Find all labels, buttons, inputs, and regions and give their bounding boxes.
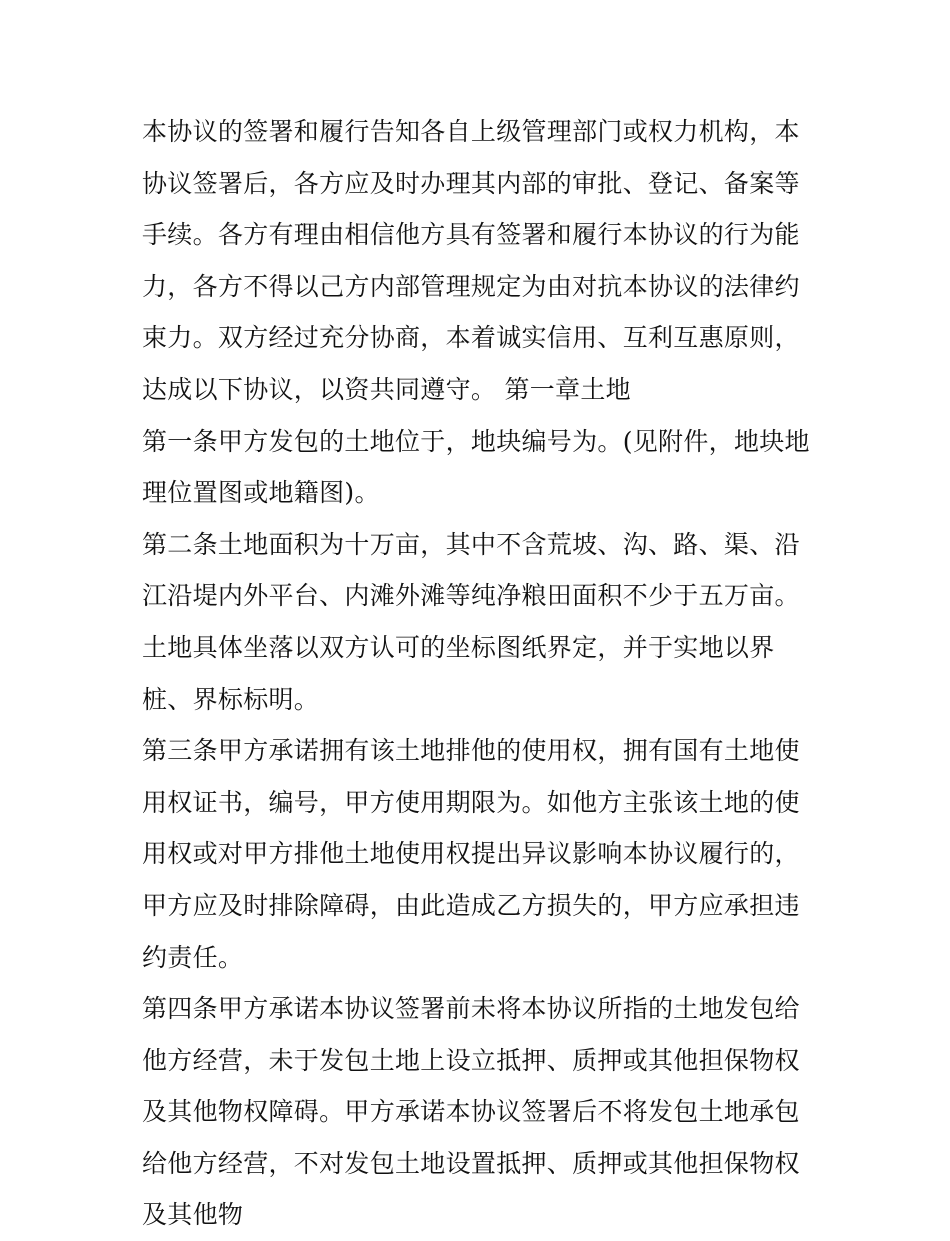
paragraph-article-4: 第四条甲方承诺本协议签署前未将本协议所指的土地发包给他方经营，未于发包土地上设立抵押、质押或其他担保物权及其他物权障碍。甲方承诺本协议签署后不将发包土地承包给他方经营，不对发包土地设置抵押、质押或其他担保物权及其他物 (142, 994, 800, 1230)
paragraph-article-3: 第三条甲方承诺拥有该土地排他的使用权，拥有国有土地使用权证书，编号，甲方使用期限为。如他方主张该土地的使用权或对甲方排他土地使用权提出异议影响本协议履行的，甲方应及时排除障碍，由此造成乙方损失的，甲方应承担违约责任。 (142, 736, 800, 972)
document-body (142, 106, 814, 1241)
paragraph-article-2: 第二条土地面积为十万亩，其中不含荒坡、沟、路、渠、沿江沿堤内外平台、内滩外滩等纯净粮田面积不少于五万亩。土地具体坐落以双方认可的坐标图纸界定，并于实地以界桩、界标标明。 (142, 529, 800, 714)
paragraph-preamble: 本协议的签署和履行告知各自上级管理部门或权力机构，本协议签署后，各方应及时办理其内部的审批、登记、备案等手续。各方有理由相信他方具有签署和履行本协议的行为能力，各方不得以己方内部管理规定为由对抗本协议的法律约束力。双方经过充分协商，本着诚实信用、互利互惠原则，达成以下协议，以资共同遵守。 第一章土地 (142, 117, 800, 404)
paragraph-article-1: 第一条甲方发包的土地位于，地块编号为。(见附件，地块地理位置图或地籍图)。 (142, 426, 810, 508)
